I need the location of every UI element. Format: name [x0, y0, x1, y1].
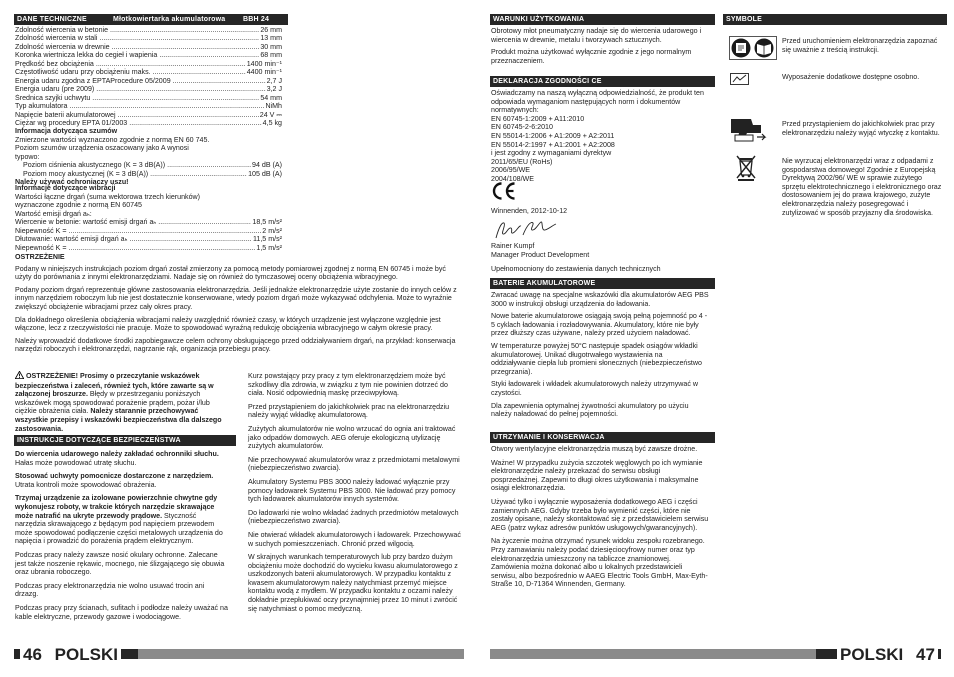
spec-row	[15, 77, 282, 85]
spec-row	[23, 161, 282, 169]
paragraph: Na życzenie można otrzymać rysunek widoku zespołu rozebranego. Przy zamawianiu należy podać dziesięciocyfrowy numer oraz typ elektronarzędzia umieszczony na tabliczce znamionowej. Zamówienia można dokonać albo u lokalnych przedstawicieli serwisu, albo bezpośrednio w AAEG Electric Tools GmbH, Max-Eyth-Straße 10, D-71364 Winnenden, Germany.	[491, 537, 708, 589]
instruction-text: Hałas może powodować utratę słuchu.	[15, 458, 137, 467]
spec-label: Poziom mocy akustycznej (K = 3 dB(A)) .....	[23, 170, 247, 178]
spec-row	[15, 60, 282, 68]
spec-row	[15, 111, 282, 119]
instruction-text: Utrata kontroli może spowodować obrażenia.	[15, 480, 157, 489]
warning-triangle-icon	[15, 371, 24, 382]
usage-text	[491, 27, 709, 69]
spec-value: 26 mm	[260, 26, 282, 34]
spec-row	[15, 51, 282, 59]
header-model: BBH 24	[243, 16, 270, 23]
spec-row	[15, 26, 282, 34]
spec-row	[15, 34, 282, 42]
paragraph: Nie otwierać wkładek akumulatorowych i ładowarek. Przechowywać w suchych pomieszczeniach. Chronić przed wilgocią.	[248, 530, 461, 548]
instruction-text: Podczas pracy elektronarzędzia nie wolno usuwać trocin ani drzazg.	[15, 581, 205, 599]
paragraph: Nowe baterie akumulatorowe osiągają swoją pełną pojemność po 4 - 5 cyklach ładowania i rozładowywania. Akumulatory, które nie były przez dłuższy czas używane, należy przed użyciem naładować.	[491, 312, 708, 338]
symbol-text-accessory: Wyposażenie dodatkowe dostępne osobno.	[782, 73, 920, 81]
paragraph: W temperaturze powyżej 50°C następuje spadek osiągów wkładki akumulatorowej. Unikać długotrwałego wystawienia na oddziaływanie ciepła lub promieni słonecznych (niebezpieczeństwo przegrzania).	[491, 341, 702, 376]
instruction-text: Podczas pracy należy zawsze nosić okulary ochronne. Zalecane jest także noszenie rękawic, mocnego, nie ślizgającego się obuwia oraz ubrania roboczego.	[15, 550, 225, 577]
footer-bar-grey	[490, 649, 816, 659]
page-number: 47	[916, 645, 935, 664]
instruction-bold: Stosować uchwyty pomocnicze dostarczone z narzędziem.	[15, 472, 214, 481]
spec-row	[15, 43, 282, 51]
paragraph: Ważne! W przypadku zużycia szczotek węglowych po ich wymianie elektronarzędzie należy przekazać do serwisu obsługi posprzedażnej. Zapewni to długi okres użytkowania i maksymalne osiągi elektronarzędzia.	[491, 458, 703, 493]
vibration-title: Informacje dotyczące wibracji	[15, 184, 116, 192]
spec-value: 1,5 m/s²	[256, 243, 282, 252]
paragraph: Dla dokładnego określenia obciążenia wibracjami należy uwzględnić również czasy, w których urządzenie jest wyłączone względnie jest włączone, lecz z rzeczywistości nie pracuje. Może to spowodować wyraźną redukcję obciążenia wibracyjnego w całym okresie pracy.	[15, 315, 441, 333]
spec-row	[15, 94, 282, 102]
safety-instructions-header: INSTRUKCJE DOTYCZĄCE BEZPIECZEŃSTWA	[14, 435, 236, 446]
instruction-paragraph	[15, 494, 229, 546]
warning-box-bold1: OSTRZEŻENIE! Prosimy o przeczytanie wskazówek bezpieczeństwa i zaleceń, również tych, które zawarte są w załączonej broszurze.	[15, 372, 214, 399]
spec-row	[23, 170, 282, 178]
paragraph: Produkt można użytkować wyłącznie zgodnie z jego normalnym przeznaczeniem.	[491, 48, 692, 65]
page-47	[477, 0, 954, 677]
spec-row	[15, 235, 282, 243]
paragraph: Akumulatory Systemu PBS 3000 należy ładować wyłącznie przy pomocy ładowarek Systemu PBS 3000. Nie ładować przy pomocy tych ładowarek akumulatorów innych systemów.	[248, 477, 456, 504]
vibration-section	[15, 184, 282, 252]
paragraph: Dla zapewnienia optymalnej żywotności akumulatory po użyciu należy naładować do pełnej pojemności.	[491, 401, 689, 419]
spec-row	[15, 102, 282, 110]
spec-value: 18,5 m/s²	[252, 218, 282, 227]
spec-row	[15, 244, 282, 252]
safety-instructions	[15, 450, 229, 626]
paragraph: Podany poziom drgań reprezentuje główne zastosowania elektronarzędzia. Jeśli jednakże elektronarzędzie użyte zostanie do innych celów z innym narzędziem roboczym lub nie jest dostatecznie konserwowane, wtedy poziom drgań może wykazywać odchylenia. Może to wyraźnie zwiększyć obciążenie wibracjami przez cały okres pracy.	[15, 285, 457, 311]
paragraph: Zwracać uwagę na specjalne wskazówki dla akumulatorów AEG PBS 3000 w instrukcji obsługi urządzenia do ładowania.	[491, 291, 709, 308]
warning-title: OSTRZEŻENIE	[15, 253, 65, 261]
symbol-text-manual: Przed uruchomieniem elektronarzędzia zapoznać się uważnie z treścią instrukcji.	[782, 37, 938, 54]
read-manual-icon	[729, 36, 777, 60]
spec-label: Poziom ciśnienia akustycznego (K = 3 dB(A)) .....	[23, 161, 251, 169]
instruction-paragraph	[15, 450, 229, 467]
symbol-text-remove-battery: Przed przystąpieniem do jakichkolwiek prac przy elektronarzędziu należy wyjąć wtyczkę z kontaktu.	[782, 120, 940, 137]
paragraph: Kurz powstający przy pracy z tym elektronarzędziem może być szkodliwy dla zdrowia, w związku z tym nie powinien dotrzeć do ciała. Nosić odpowiednią maskę przeciwpyłową.	[248, 372, 448, 398]
spec-row	[15, 218, 282, 226]
spec-label: Typ akumulatora .....	[15, 102, 264, 110]
page-number: 46	[23, 645, 42, 664]
paragraph: Do ładowarki nie wolno wkładać żadnych przedmiotów metalowych (niebezpieczeństwo zwarcia).	[248, 508, 459, 526]
spec-value: 30 mm	[260, 42, 282, 51]
maintenance-text	[491, 445, 709, 594]
spec-value: 105 dB (A)	[248, 169, 282, 178]
spec-row	[15, 68, 282, 76]
instruction-text: Styczność narzędzia skrawającego z będącym pod napięciem przewodem może spowodować podłączenie części metalowych urządzenia do napięcia i prowadzić do porażenia prądem elektrycznym.	[15, 511, 223, 546]
warning-box-text	[15, 371, 229, 433]
page-number-47	[837, 645, 938, 665]
spec-label: Prędkość bez obciążenia .....	[15, 60, 246, 68]
ce-mark	[491, 181, 517, 206]
spec-value: 2,7 J	[266, 76, 282, 85]
battery-header: BATERIE AKUMULATOROWE	[490, 278, 715, 289]
noise-text: Zmierzone wartości wyznaczono zgodnie z normą EN 60 745. Poziom szumów urządzenia oszacowany jako A wynosi typowo:	[15, 135, 210, 161]
accessory-icon	[730, 72, 749, 84]
tech-data-header	[14, 14, 288, 25]
conformity-header: DEKLARACJA ZGODNOŚCI CE	[490, 76, 715, 87]
warning-box-normal1: Błędy w przestrzeganiu poniższych wskazówek mogą spowodować porażenie prądem, pożar i/lub ciężkie obrażenia ciała.	[15, 390, 210, 416]
vibration-rows	[15, 218, 282, 252]
signer-role: Manager Product Development	[491, 251, 590, 259]
warning-box	[15, 371, 229, 433]
spec-row	[15, 227, 282, 235]
remove-battery-icon	[727, 115, 771, 145]
spec-value: 94 dB (A)	[252, 161, 282, 170]
spec-value: 11,5 m/s²	[252, 235, 282, 244]
spec-value: 4,5 kg	[262, 118, 282, 127]
footer-bar-grey	[138, 649, 464, 659]
noise-section	[15, 127, 282, 187]
spec-value: 2 m/s²	[262, 226, 282, 235]
symbols-header: SYMBOLE	[723, 14, 947, 25]
page-language: POLSKI	[840, 645, 904, 664]
spec-label: Energia udaru (pre 2009) .....	[15, 85, 266, 93]
paragraph: Styki ładowarek i wkładek akumulatorowych należy utrzymywać w czystości.	[491, 380, 698, 397]
paragraph: Podany w niniejszych instrukcjach poziom drgań został zmierzony za pomocą metody pomiarowej zgodnej z normą EN 60745 i może być użyty do porównania z innymi elektronarzędziami. Nadaje się on również do tymczasowej oceny obciążenia wibracyjnego.	[15, 264, 446, 282]
page-number-46	[20, 645, 121, 665]
spec-value: 1400 min⁻¹	[246, 59, 282, 68]
warning-section	[15, 253, 463, 358]
spec-label: Wiercenie w betonie: wartość emisji drgań aₕ .....	[15, 218, 251, 226]
spec-value: 24 V ⎓	[259, 110, 282, 119]
place-date: Winnenden, 2012-10-12	[491, 207, 568, 215]
spec-label: Napięcie baterii akumulatorowej .....	[15, 111, 259, 119]
instruction-bold: Trzymaj urządzenie za izolowane powierzchnie chwytne gdy wykonujesz roboty, w trakcie których narzędzie skrawające może natrafić na ukryte przewody prądowe.	[15, 494, 218, 520]
paragraph: Należy wprowadzić dodatkowe środki zapobiegawcze celem ochrony obsługującego przed oddziaływaniem drgań, na przykład: konserwacja narzędzi roboczych i elektronarzędzi, nagrzanie rąk, organizacja przebiegu pracy.	[15, 336, 456, 354]
spec-label: Niepewność K = .....	[15, 227, 261, 235]
spec-value: 68 mm	[260, 51, 282, 60]
warning-box-bold2: Należy starannie przechowywać wszystkie przepisy i wskazówki bezpieczeństwa dla dalszego zastosowania.	[15, 407, 222, 433]
spec-label: Zdolność wiercenia w drewnie .....	[15, 43, 259, 51]
battery-text	[491, 291, 709, 423]
spec-value: 4400 min⁻¹	[246, 68, 282, 77]
paragraph: Otwory wentylacyjne elektronarzędzia muszą być zawsze drożne.	[491, 445, 698, 453]
spec-value: NiMh	[265, 102, 282, 111]
paragraph: Nie przechowywać akumulatorów wraz z przedmiotami metalowymi (niebezpieczeństwo zwarcia).	[248, 455, 460, 473]
spec-row	[15, 85, 282, 93]
spec-label: Niepewność K = .....	[15, 244, 255, 252]
spec-label: Zdolność wiercenia w betonie .....	[15, 26, 259, 34]
paragraph: Używać tylko i wyłącznie wyposażenia dodatkowego AEG i części zamiennych AEG. Gdyby trzeba było wymienić części, które nie zostały opisane, należy skontaktować się z przedstawicielem serwisu AEG (patrz wykaz adresów punktów usługowych/gwarancyjnych).	[491, 497, 709, 532]
weee-bin-icon	[735, 155, 757, 181]
noise-title: Informacja dotycząca szumów	[15, 127, 118, 135]
vibration-text: Wartości łączne drgań (suma wektorowa trzech kierunków) wyznaczone zgodnie z normą EN 60745 Wartość emisji drgań aₕ:	[15, 192, 201, 218]
paragraph: W skrajnych warunkach temperaturowych lub przy bardzo dużym obciążeniu może dochodzić do wycieku kwasu akumulatorowego z uszkodzonych baterii akumulatorowych. W przypadku kontaktu z kwasem akumulatorowym należy natychmiast przemyć miejsce kontaktu wodą z mydłem. W przypadku kontaktu z oczami należy dokładnie przepłukiwać oczy przynajmniej przez 10 minut i zwrócić się natychmiast o pomoc medyczną.	[248, 553, 458, 613]
usage-header: WARUNKI UŻYTKOWANIA	[490, 14, 715, 25]
spec-label: Zdolność wiercenia w stali .....	[15, 34, 259, 42]
maintenance-header: UTRZYMANIE I KONSERWACJA	[490, 432, 715, 443]
instruction-paragraph	[15, 551, 229, 577]
warning-paragraphs	[15, 265, 463, 354]
spec-label: Ciężar wg procedury EPTA 01/2003 .....	[15, 119, 262, 127]
ear-warning: Należy używać ochroniaczy uszu!	[15, 178, 129, 187]
spec-label: Koronka wiertnicza lekka do cegieł i wapienia .....	[15, 51, 259, 59]
authorized-text: Upełnomocniony do zestawienia danych technicznych	[491, 265, 661, 273]
spec-label: Dłutowanie: wartość emisji drgań aₕ .....	[15, 235, 252, 243]
paragraph: Zużytych akumulatorów nie wolno wrzucać do ognia ani traktować jako odpadów domowych. AEG oferuje ekologiczną utylizację zużytych akumulatorów.	[248, 424, 456, 451]
instruction-paragraph	[15, 472, 229, 489]
spec-value: 13 mm	[260, 34, 282, 43]
safety-right-column	[248, 372, 464, 618]
spec-label: Średnica szyjki uchwytu .....	[15, 94, 259, 102]
spec-label: Energia udaru zgodna z EPTAProcedure 05/2009 .....	[15, 77, 266, 85]
signer-name: Rainer Kumpf	[491, 242, 535, 250]
header-tech-data: DANE TECHNICZNE	[17, 16, 87, 23]
paragraph: Obrotowy młot pneumatyczny nadaje się do wiercenia udarowego i wiercenia w drewnie, metalu i tworzywach sztucznych.	[491, 27, 702, 44]
spec-label: Częstotliwość udaru przy obciążeniu maks. .....	[15, 68, 246, 76]
spec-value: 3,2 J	[266, 85, 282, 94]
symbol-text-weee: Nie wyrzucaj elektronarzędzi wraz z odpadami z gospodarstwa domowego! Zgodnie z Europejską Dyrektywą 2002/96/ WE w sprawie zużytego sprzętu elektrotechnicznego i elektronicznego oraz dostosowaniem jej do prawa krajowego, zużyte elektronarzędzia należy posegregować i zutylizować w sposób przyjazny dla środowiska.	[782, 157, 942, 217]
paragraph: Przed przystąpieniem do jakichkolwiek prac na elektronarzędziu należy wyjąć wkładkę akumulatorową.	[248, 402, 450, 420]
specs-table	[15, 26, 282, 127]
instruction-paragraph	[15, 582, 229, 599]
noise-rows	[15, 161, 282, 178]
conformity-text: Oświadczamy na naszą wyłączną odpowiedzialność, że produkt ten odpowiada wymaganiom następujących norm i dokumentów normatywnych: EN 60745-1:2009 + A11:2010 EN 60745-2-6:2010 EN 55014-1:2006 + A1:2009 + A2:2011 EN 55014-2:1997 + A1:2001 + A2:2008 i jest zgodny z wymaganiami dyrektyw 2011/65/EU (RoHs) 2006/95/WE 2004/108/WE	[491, 89, 704, 183]
instruction-bold: Do wiercenia udarowego należy zakładać ochronniki słuchu.	[15, 450, 219, 458]
spec-value: 54 mm	[260, 93, 282, 102]
header-product: Młotkowiertarka akumulatorowa	[113, 16, 226, 23]
instruction-paragraph	[15, 604, 229, 621]
instruction-text: Podczas pracy przy ścianach, sufitach i podłodze należy uważać na kable elektryczne, przewody gazowe i wodociągowe.	[15, 603, 228, 621]
page-language: POLSKI	[54, 645, 118, 664]
